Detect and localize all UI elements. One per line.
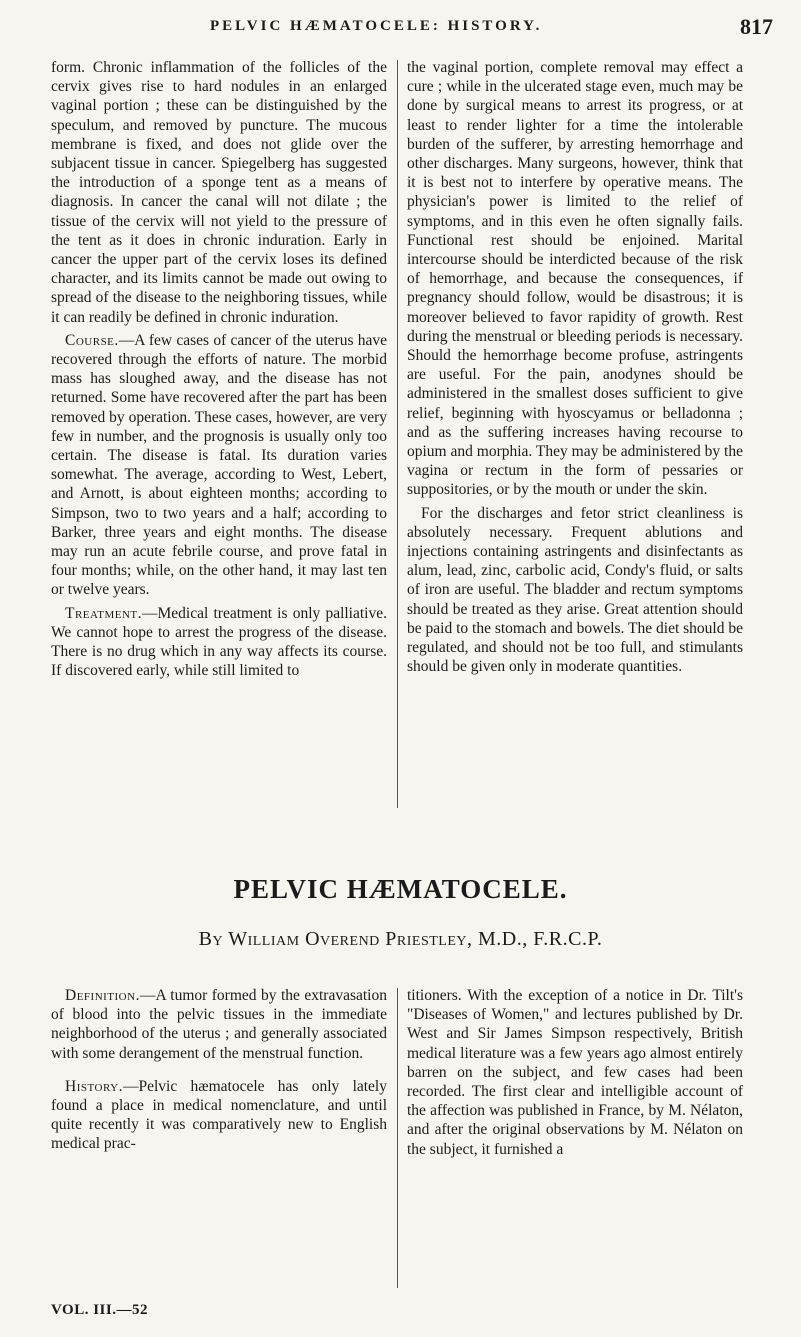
column-divider-lower [397,988,398,1288]
running-title: PELVIC HÆMATOCELE: HISTORY. [210,18,543,34]
volume-signature: VOL. III.—52 [51,1302,148,1318]
section-head-treatment: Treatment. [65,604,143,622]
column-divider-upper [397,60,398,808]
paragraph-course-body: —A few cases of cancer of the uterus have recovered through the efforts of nature. The morbid mass has sloughed away, and the disease has not returned. Some have recovered after the part has been removed by operation. These cases, however, are very few in number, and the prognosis is usually only too certain. The disease is fatal. Its duration varies somewhat. The average, according to West, Lebert, and Arnott, is about eighteen months; according to Simpson, two to two years and a half; according to Barker, three years and eight months. The disease may run an acute febrile course, and prove fatal in four months; while, on the other hand, it may last ten or twelve years. [51,331,387,599]
running-head [0,14,801,44]
paragraph-history-continued: titioners. With the exception of a notice in Dr. Tilt's "Diseases of Women," and lectures published by Dr. West and Sir James Simpson respectively, British medical literature was a few years ago almost entirely barren on the subject, and few cases had been recorded. The first clear and intelligible account of the affection was published in France, by M. Nélaton, and after the original observations by M. Nélaton on the subject, it furnished a [407,987,743,1158]
lower-left-column [51,986,387,1154]
section-head-history: History. [65,1077,123,1095]
upper-right-column [407,58,743,677]
paragraph-palliative: the vaginal portion, complete removal may effect a cure ; while in the ulcerated stage even, much may be done by surgical means to arrest its progress, or at least to render lighter for a time the intolerable burden of the sufferer, by arresting hemorrhage and other discharges. Many surgeons, however, think that it is best not to interfere by operative means. The physician's power is limited to the relief of symptoms, and in this even he often signally fails. Functional rest should be enjoined. Marital intercourse should be interdicted because of the risk of hemorrhage, and because the consequences, if pregnancy should follow, would be disastrous; it is moreover believed to favor rapidity of growth. Rest during the menstrual or bleeding periods is necessary. Should the hemorrhage become profuse, astringents are useful. For the pain, anodynes should be administered in the smallest doses sufficient to give relief, beginning with hyoscyamus or belladonna ; and as the suffering increases having recourse to opium and morphia. They may be administered by the vagina or rectum in the form of pessaries or suppositories, or by the mouth or under the skin. [407,59,743,499]
paragraph-definition-body: —A tumor formed by the extravasation of blood into the pelvic tissues in the immediate neighborhood of the uterus ; and generally associated with some derangement of the menstrual function. [51,987,387,1062]
paragraph-history-body: —Pelvic hæmatocele has only lately found a place in medical nomenclature, and until quite recently it was comparatively new to English medical prac- [51,1077,387,1153]
section-head-course: Course. [65,331,119,349]
paragraph-treatment-body: —Medical treatment is only palliative. We cannot hope to arrest the progress of the disease. There is no drug which in any way affects its course. If discovered early, while still limited to [51,604,387,680]
paragraph-definition [51,986,387,1063]
paragraph-history [51,1077,387,1154]
lower-right-column [407,986,743,1159]
page-number: 817 [740,14,773,39]
paragraph-discharges: For the discharges and fetor strict cleanliness is absolutely necessary. Frequent ablutions and injections containing astringents and disinfectants as alum, lead, zinc, carbolic acid, Condy's fluid, or salts of iron are useful. The bladder and rectum symptoms should be treated as they arise. Great attention should be paid to the stomach and bowels. The diet should be regulated, and should not be too full, and stimulants should be given only in moderate quantities. [407,504,743,676]
article-byline: By William Overend Priestley, M.D., F.R.C.P. [198,928,603,950]
upper-left-column [51,58,387,681]
paragraph-treatment [51,604,387,681]
paragraph-cervix-diagnosis: form. Chronic inflammation of the follicles of the cervix gives rise to hard nodules in an enlarged vaginal portion ; these can be distinguished by the speculum, and removed by puncture. The mucous membrane is fixed, and does not glide over the subjacent tissue in cancer. Spiegelberg has suggested the introduction of a sponge tent as a means of diagnosis. In cancer the canal will not dilate ; the tissue of the cervix will not yield to the pressure of the tent as it does in chronic induration. Early in cancer the upper part of the cervix loses its defined character, and its limits cannot be made out owing to spread of the disease to the neighboring tissues, while it can readily be defined in chronic induration. [51,59,387,326]
article-title: PELVIC HÆMATOCELE. [233,874,568,904]
paragraph-course [51,331,387,600]
section-head-definition: Definition. [65,987,140,1004]
